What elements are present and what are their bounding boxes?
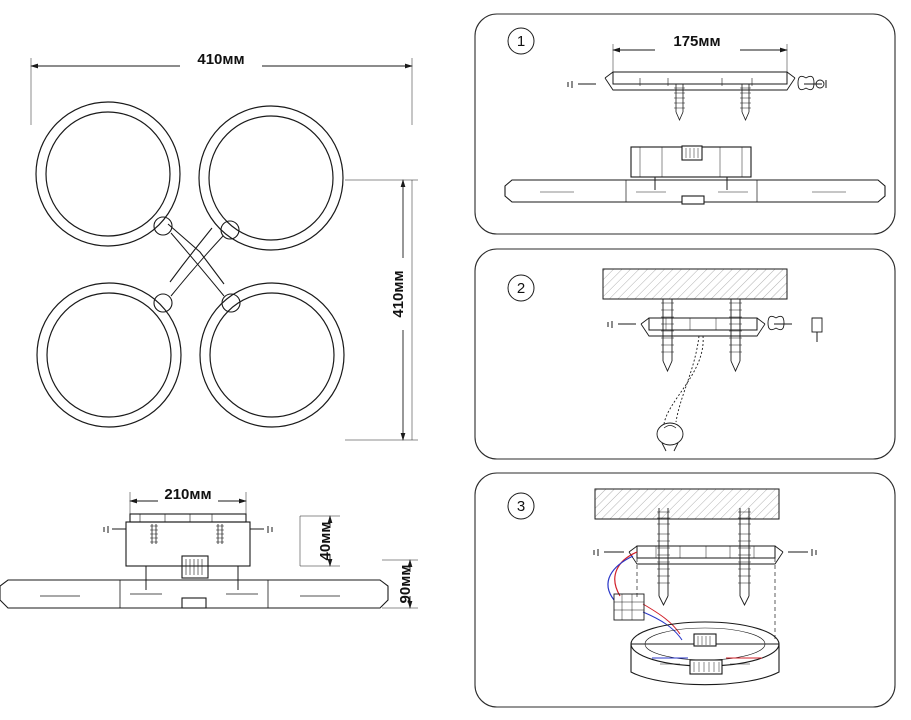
front-view-group [31, 51, 418, 440]
step-3-panel [475, 473, 895, 707]
side-inner-label: 40мм [317, 521, 334, 561]
dim-side-width [130, 486, 246, 503]
step-1-panel [475, 14, 895, 234]
step-1-dimension-label: 175мм [673, 33, 721, 50]
side-width-label: 210мм [164, 486, 212, 503]
side-height-label: 90мм [397, 564, 414, 604]
dim-side-height [397, 560, 414, 608]
step-1-number: 1 [516, 33, 526, 50]
dim-front-width [31, 51, 412, 68]
front-width-label: 410мм [197, 51, 245, 68]
step-3-number: 3 [516, 498, 526, 515]
dim-front-height [390, 180, 407, 440]
front-height-label: 410мм [390, 270, 407, 318]
step-2-number: 2 [516, 280, 526, 297]
side-view-group [0, 486, 418, 608]
step-2-panel [475, 249, 895, 459]
dim-side-inner [317, 516, 334, 566]
